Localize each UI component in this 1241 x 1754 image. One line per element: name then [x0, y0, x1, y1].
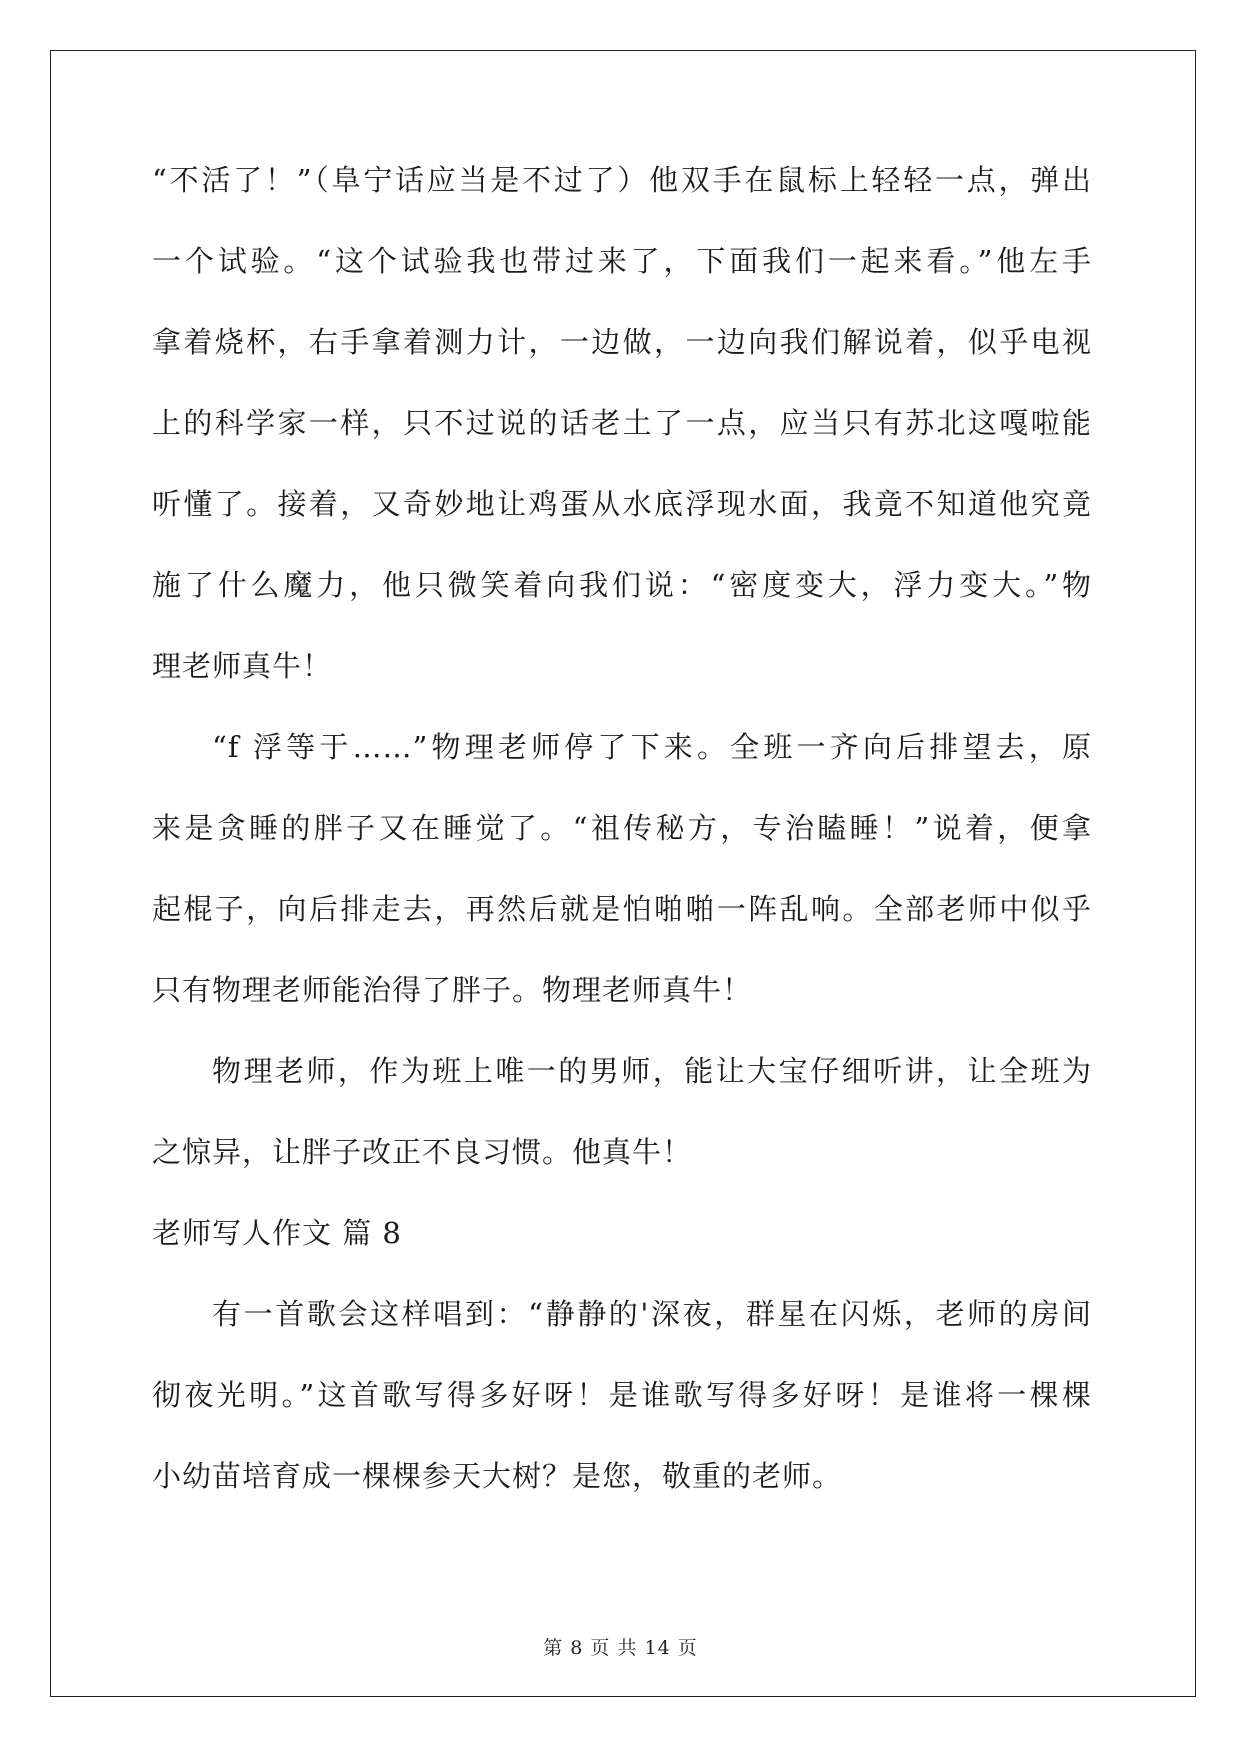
paragraph: [152, 726, 1092, 1050]
paragraph: [152, 159, 1092, 726]
text-line: 起棍子，向后排走去，再然后就是怕啪啪一阵乱响。全部老师中似乎: [152, 892, 1092, 926]
text-line: 一个试验。“这个试验我也带过来了，下面我们一起来看。”他左手: [152, 244, 1092, 278]
text-line: 理老师真牛！: [152, 649, 333, 683]
text-line: 拿着烧杯，右手拿着测力计，一边做，一边向我们解说着，似乎电视: [152, 325, 1092, 359]
text-line: 彻夜光明。”这首歌写得多好呀！是谁歌写得多好呀！是谁将一棵棵: [152, 1378, 1092, 1412]
text-line: 只有物理老师能治得了胖子。物理老师真牛！: [152, 973, 753, 1007]
paragraphs-after-heading: [152, 1293, 1092, 1536]
text-line: 听懂了。接着，又奇妙地让鸡蛋从水底浮现水面，我竟不知道他究竟: [152, 487, 1092, 521]
paragraphs-before-heading: [152, 159, 1092, 1212]
text-line: 小幼苗培育成一棵棵参天大树？是您，敬重的老师。: [152, 1459, 843, 1493]
document-body: [152, 159, 1092, 1536]
section-heading: 老师写人作文 篇 8: [152, 1216, 402, 1250]
paragraph: [152, 1050, 1092, 1212]
text-line: 之惊异，让胖子改正不良习惯。他真牛！: [152, 1135, 693, 1169]
text-line: 施了什么魔力，他只微笑着向我们说：“密度变大，浮力变大。”物: [152, 568, 1092, 602]
text-line: “f 浮等于……”物理老师停了下来。全班一齐向后排望去，原: [212, 730, 1092, 764]
text-line: 上的科学家一样，只不过说的话老土了一点，应当只有苏北这嘎啦能: [152, 406, 1092, 440]
text-line: “不活了！”（阜宁话应当是不过了）他双手在鼠标上轻轻一点，弹出: [152, 163, 1092, 197]
text-line: 物理老师，作为班上唯一的男师，能让大宝仔细听讲，让全班为: [212, 1054, 1092, 1088]
text-line: 有一首歌会这样唱到：“静静的'深夜，群星在闪烁，老师的房间: [212, 1297, 1092, 1331]
page-footer: 第 8 页 共 14 页: [543, 1637, 698, 1659]
text-line: 来是贪睡的胖子又在睡觉了。“祖传秘方，专治瞌睡！”说着，便拿: [152, 811, 1092, 845]
paragraph: [152, 1293, 1092, 1536]
